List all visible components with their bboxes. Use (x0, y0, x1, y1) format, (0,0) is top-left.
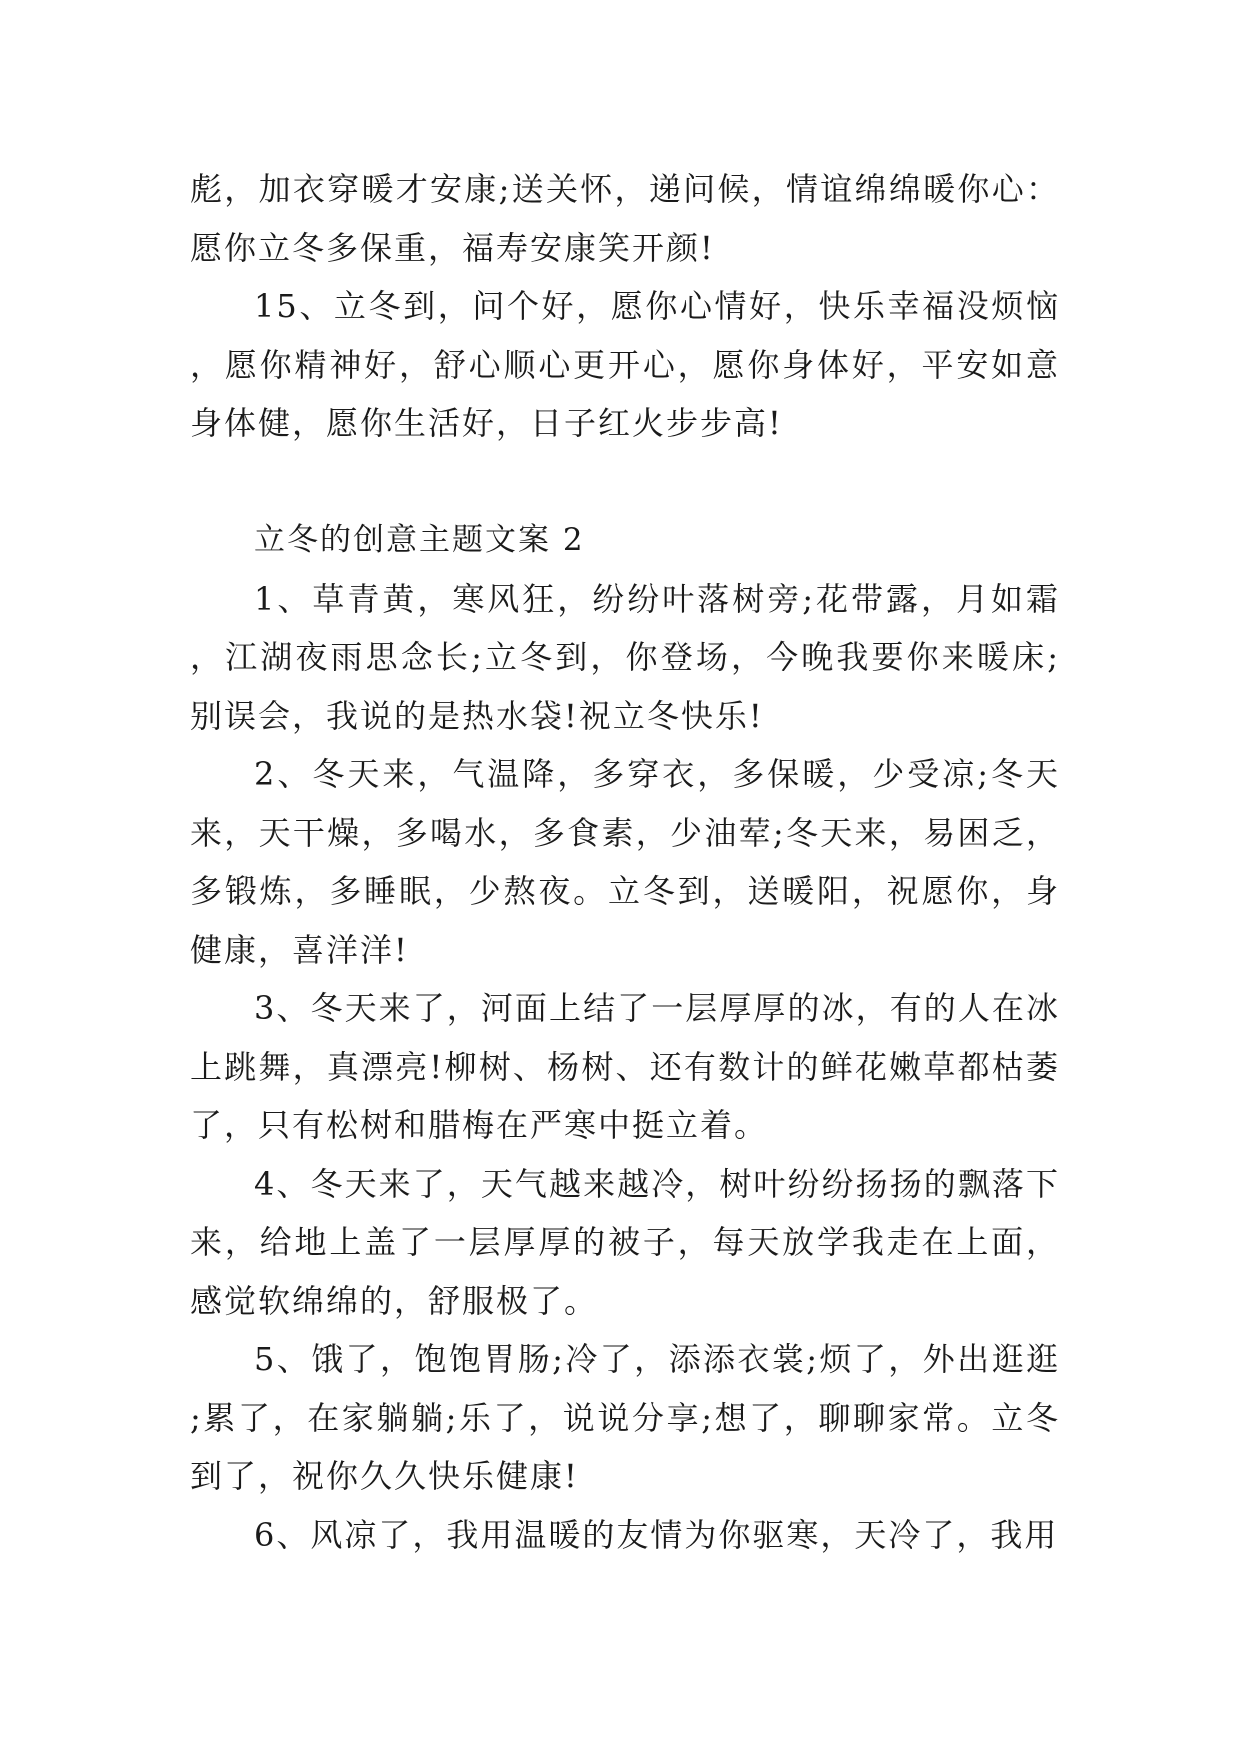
list-item-3: 3、冬天来了，河面上结了一层厚厚的冰，有的人在冰上跳舞，真漂亮!柳树、杨树、还有数计的鲜花嫩草都枯萎了，只有松树和腊梅在严寒中挺立着。 (190, 989, 1060, 1144)
list-item-15: 15、立冬到，问个好，愿你心情好，快乐幸福没烦恼，愿你精神好，舒心顺心更开心，愿你身体好，平安如意身体健，愿你生活好，日子红火步步高! (190, 287, 1060, 442)
list-item-2: 2、冬天来，气温降，多穿衣，多保暖，少受凉;冬天来，天干燥，多喝水，多食素，少油荤;冬天来，易困乏，多锻炼，多睡眠，少熬夜。立冬到，送暖阳，祝愿你，身健康，喜洋洋! (190, 755, 1060, 969)
section-title: 立冬的创意主题文案 2 (254, 522, 585, 558)
list-item-5: 5、饿了，饱饱胃肠;冷了，添添衣裳;烦了，外出逛逛;累了，在家躺躺;乐了，说说分享;想了，聊聊家常。立冬到了，祝你久久快乐健康! (190, 1340, 1060, 1495)
list-item-6: 6、风凉了，我用温暖的友情为你驱寒，天冷了，我用 (254, 1515, 1059, 1554)
list-item-1: 1、草青黄，寒风狂，纷纷叶落树旁;花带露，月如霜，江湖夜雨思念长;立冬到，你登场，今晚我要你来暖床;别误会，我说的是热水袋!祝立冬快乐! (190, 579, 1060, 735)
list-item-4: 4、冬天来了，天气越来越冷，树叶纷纷扬扬的飘落下来，给地上盖了一层厚厚的被子，每天放学我走在上面，感觉软绵绵的，舒服极了。 (190, 1164, 1060, 1320)
continuation-paragraph: 彪，加衣穿暖才安康;送关怀，递问候，情谊绵绵暖你心：愿你立冬多保重，福寿安康笑开颜! (190, 170, 1060, 267)
document-body (190, 160, 1060, 1564)
